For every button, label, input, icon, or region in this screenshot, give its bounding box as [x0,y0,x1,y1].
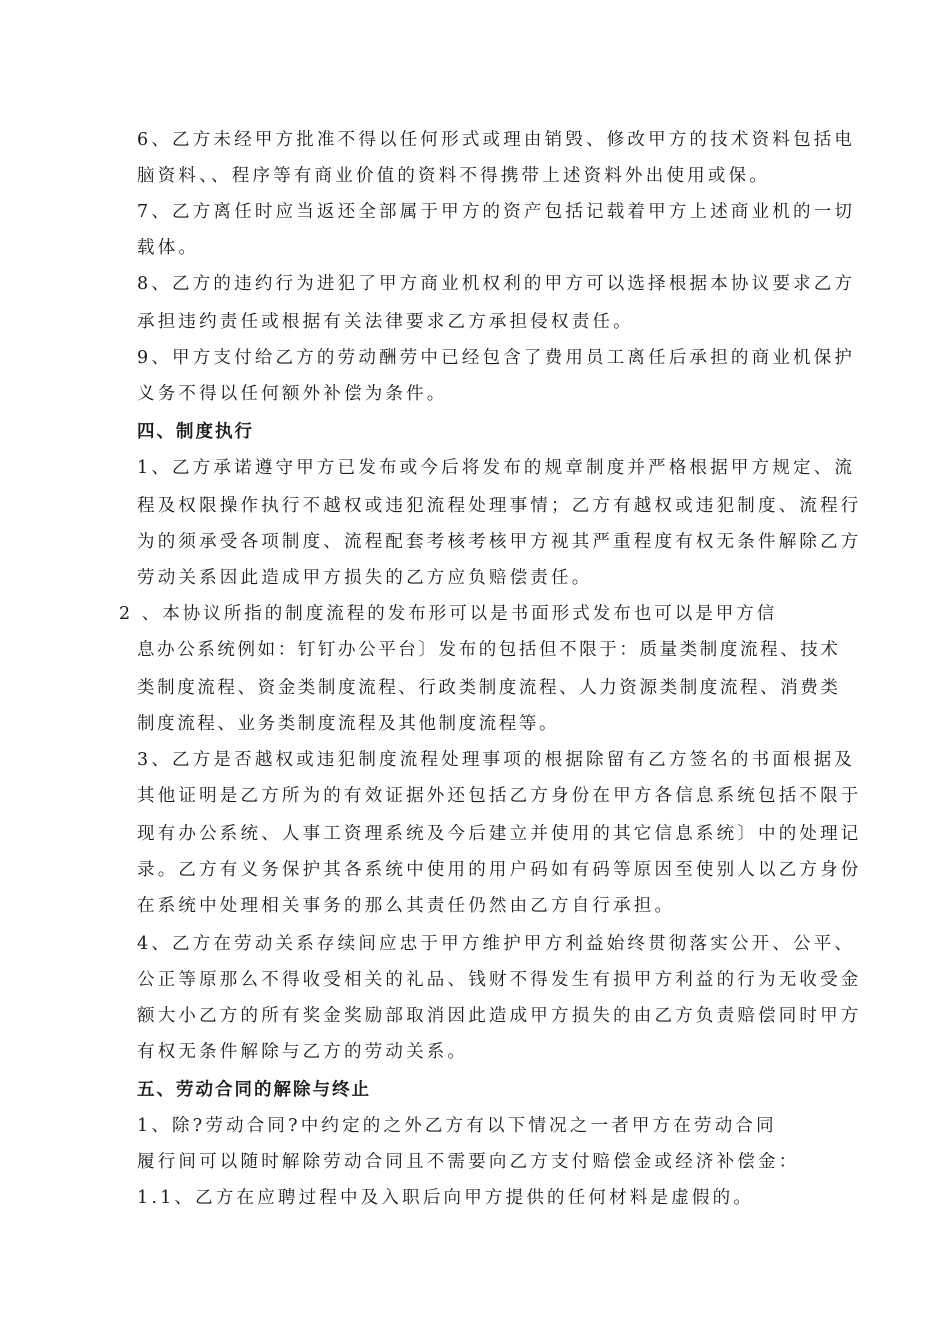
clause-4-4-line-4: 有权无条件解除与乙方的劳动关系。 [137,1042,469,1062]
clause-4-3-line-5: 在系统中处理相关事务的那么其责任仍然由乙方自行承担。 [137,896,676,916]
clause-4-2-line-1: 2 、本协议所指的制度流程的发布形可以是书面形式发布也可以是甲方信 [119,604,778,624]
clause-7-line-1: 7、乙方离任时应当返还全部属于甲方的资产包括记载着甲方上述商业机的一切 [137,202,856,222]
clause-4-3-line-2: 其他证明是乙方所为的有效证据外还包括乙方身份在甲方各信息系统包括不限于 [137,786,862,806]
clause-4-1-line-2: 程及权限操作执行不越权或违犯流程处理事情；乙方有越权或违犯制度、流程行 [137,496,862,516]
clause-4-2-line-2: 息办公系统例如：钉钉办公平台〕发布的包括但不限于：质量类制度流程、技术 [137,640,841,660]
clause-4-3-line-1: 3、乙方是否越权或违犯制度流程处理事项的根据除留有乙方签名的书面根据及 [137,750,856,770]
clause-4-3-line-3: 现有办公系统、人事工资理系统及今后建立并使用的其它信息系统〕中的处理记 [137,824,862,844]
clause-4-1-line-3: 为的须承受各项制度、流程配套考核考核甲方视其严重程度有权无条件解除乙方 [137,532,862,552]
clause-4-4-line-1: 4、乙方在劳动关系存续间应忠于甲方维护甲方利益始终贯彻落实公开、公平、 [137,934,856,954]
clause-5-1-line-1: 1、除?劳动合同?中约定的之外乙方有以下情况之一者甲方在劳动合同 [137,1116,777,1136]
clause-4-2-line-3: 类制度流程、资金类制度流程、行政类制度流程、人力资源类制度流程、消费类 [137,678,841,698]
clause-8-line-2: 承担违约责任或根据有关法律要求乙方承担侵权责任。 [137,312,634,332]
clause-4-4-line-2: 公正等原那么不得收受相关的礼品、钱财不得发生有损甲方利益的行为无收受金 [137,970,862,990]
clause-6-line-1: 6、乙方未经甲方批准不得以任何形式或理由销毁、修改甲方的技术资料包括电 [137,130,856,150]
clause-4-1-line-1: 1、乙方承诺遵守甲方已发布或今后将发布的规章制度并严格根据甲方规定、流 [137,458,856,478]
clause-7-line-2: 载体。 [137,238,200,258]
clause-5-1-line-2: 履行间可以随时解除劳动合同且不需要向乙方支付赔偿金或经济补偿金： [137,1152,800,1172]
clause-4-4-line-3: 额大小乙方的所有奖金奖励部取消因此造成甲方损失的由乙方负责赔偿同时甲方 [137,1006,862,1026]
clause-4-3-line-4: 录。乙方有义务保护其各系统中使用的用户码如有码等原因至使别人以乙方身份 [137,860,862,880]
clause-9-line-1: 9、甲方支付给乙方的劳动酬劳中已经包含了费用员工离任后承担的商业机保护 [137,348,856,368]
clause-9-line-2: 义务不得以任何额外补偿为条件。 [137,384,448,404]
clause-5-1-1-line-1: 1.1、乙方在应聘过程中及入职后向甲方提供的任何材料是虚假的。 [137,1188,755,1208]
section-heading-5: 五、劳动合同的解除与终止 [137,1080,371,1100]
section-heading-4: 四、制度执行 [137,422,254,442]
clause-6-line-2: 脑资料、、程序等有商业价值的资料不得携带上述资料外出使用或保。 [137,166,770,186]
clause-8-line-1: 8、乙方的违约行为进犯了甲方商业机权利的甲方可以选择根据本协议要求乙方 [137,274,856,294]
clause-4-2-line-4: 制度流程、业务类制度流程及其他制度流程等。 [137,714,560,734]
clause-4-1-line-4: 劳动关系因此造成甲方损失的乙方应负赔偿责任。 [137,568,593,588]
